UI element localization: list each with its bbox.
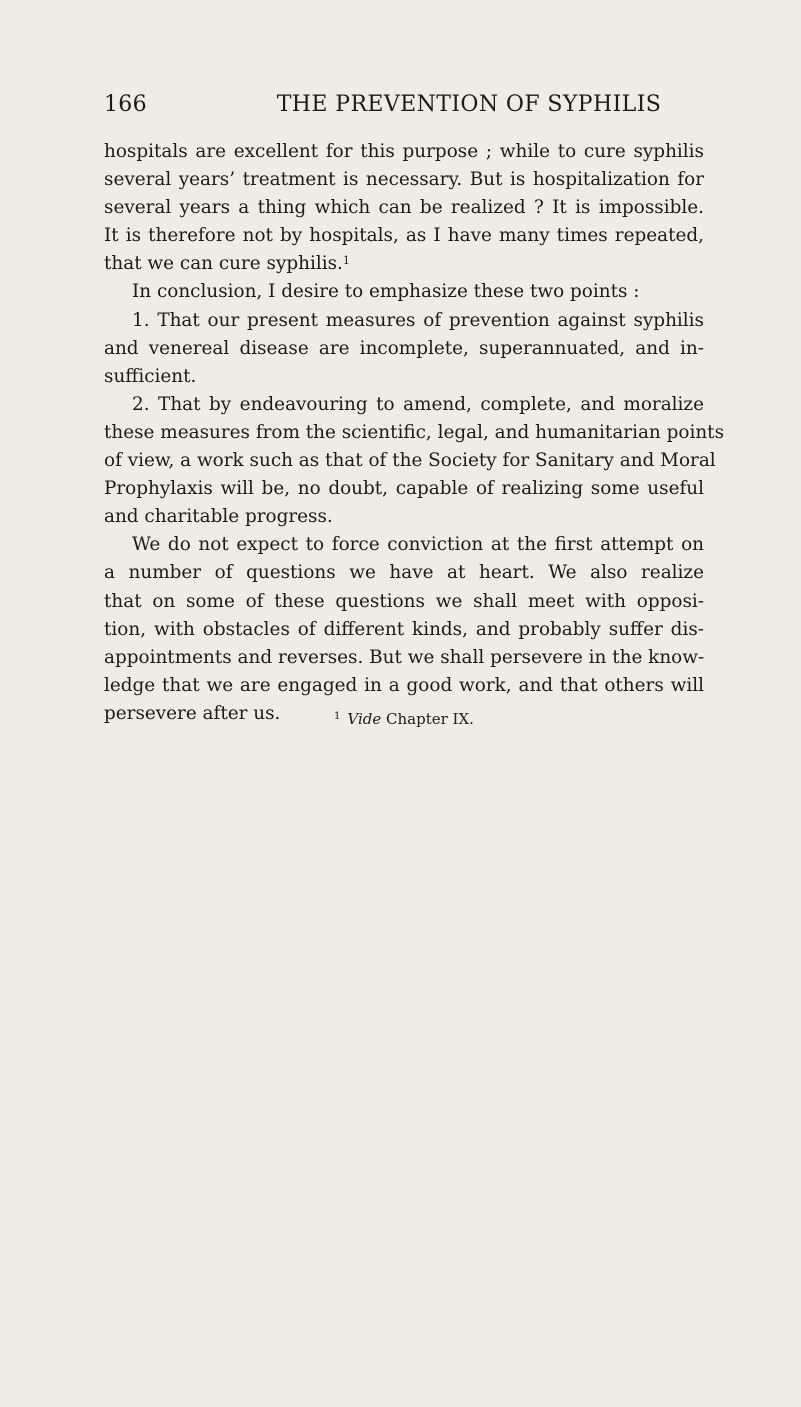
text-line: of view, a work such as that of the Society for Sanitary and Moral — [104, 450, 716, 472]
body-text — [104, 138, 725, 728]
text-line: 2. That by endeavouring to amend, complete, and moralize — [132, 393, 704, 415]
running-header — [104, 88, 704, 122]
text-line: several years a thing which can be realized ? It is impossible. — [104, 197, 704, 219]
footnote-italic-text: Vide — [347, 710, 382, 728]
text-line: and charitable progress. — [104, 506, 333, 528]
text-line: hospitals are excellent for this purpose ; while to cure syphilis — [104, 141, 704, 162]
text-line: We do not expect to force conviction at the first attempt on — [132, 534, 704, 556]
text-line: and venereal disease are incomplete, superannuated, and in- — [104, 337, 704, 359]
text-line: ledge that we are engaged in a good work, and that others will — [104, 674, 704, 696]
text-line: appointments and reverses. But we shall persevere in the know- — [104, 646, 705, 668]
footnote-marker: 1 — [334, 711, 341, 722]
running-title: THE PREVENTION OF SYPHILIS — [276, 92, 662, 117]
text-line: sufficient. — [104, 365, 197, 387]
text-line: these measures from the scientific, legal, and humanitarian points — [104, 421, 725, 443]
page-number: 166 — [104, 92, 147, 117]
text-line-content: that we can cure syphilis. — [104, 253, 343, 275]
footnote-reference: 1 — [342, 254, 350, 268]
text-line: several years’ treatment is necessary. But is hospitalization for — [104, 169, 704, 191]
text-line: 1. That our present measures of prevention against syphilis — [132, 309, 704, 331]
footnote-text: Chapter IX. — [386, 710, 474, 728]
text-line: It is therefore not by hospitals, as I have many times repeated, — [104, 225, 704, 247]
text-line: tion, with obstacles of different kinds, and probably suffer dis- — [104, 618, 704, 640]
text-line: Prophylaxis will be, no doubt, capable of realizing some useful — [104, 478, 704, 500]
text-line: In conclusion, I desire to emphasize these two points : — [132, 281, 640, 303]
text-line: a number of questions we have at heart. We also realize — [104, 562, 704, 584]
footnote — [334, 706, 734, 730]
text-line: persevere after us. — [104, 702, 281, 724]
text-line-with-footnote — [104, 250, 704, 278]
text-line: that on some of these questions we shall meet with opposi- — [104, 590, 704, 612]
